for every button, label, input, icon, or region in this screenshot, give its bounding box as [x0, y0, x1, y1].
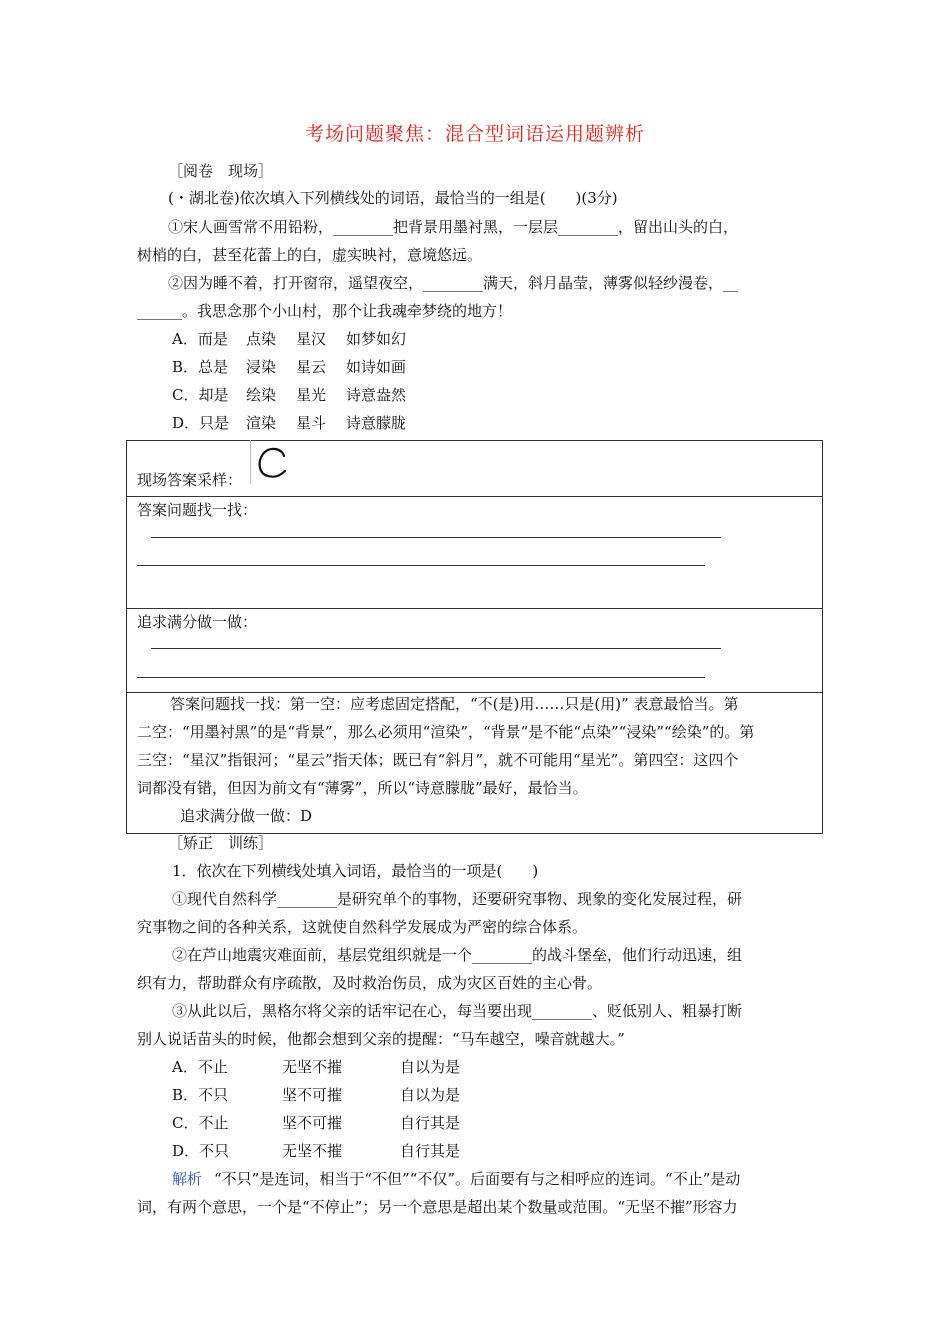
answer-blank-line[interactable] — [137, 565, 705, 566]
q1-passage-1-line-2: 究事物之间的各种关系，这就使自然科学发展成为严密的综合体系。 — [137, 918, 588, 936]
question-stem: (・湖北卷)依次填入下列横线处的词语，最恰当的一组是( )(3分) — [168, 189, 618, 207]
option-word: 渲染 — [246, 414, 277, 432]
option-word: 星光 — [296, 386, 327, 404]
option-word: 浸染 — [246, 358, 277, 376]
q1-passage-3-line-2: 别人说话苗头的时候，他都会想到父亲的提醒：“马车越空，噪音就越大。” — [137, 1030, 625, 1048]
option-label: B．不只 — [172, 1086, 229, 1104]
option-word: 无坚不摧 — [282, 1142, 343, 1160]
option-label: C．不止 — [172, 1114, 229, 1132]
full-marks-answer: 追求满分做一做：D — [180, 807, 313, 825]
question-1-stem: 1．依次在下列横线处填入词语，最恰当的一项是( ) — [172, 862, 539, 880]
table-divider — [126, 608, 823, 609]
q1-passage-2-line-1: ②在芦山地震灾难面前，基层党组织就是一个________的战斗堡垒，他们行动迅速，组 — [172, 946, 743, 964]
q1-passage-2-line-2: 织有力，帮助群众有序疏散，及时救治伤员，成为灾区百姓的主心骨。 — [137, 974, 603, 992]
analysis-text: “不只”是连词，相当于“不但”“不仅”。后面要有与之相呼应的连词。“不止”是动 — [214, 1170, 741, 1188]
analysis-line-2: 二空：“用墨衬黑”的是“背景”，那么必须用“渲染”，“背景”是不能“点染”“浸染”“绘染”的。第 — [137, 723, 755, 741]
analysis-line-3: 三空：“星汉”指银河；“星云”指天体；既已有“斜月”，就不可能用“星光”。第四空：这四个 — [137, 751, 739, 769]
q1-passage-1-line-1: ①现代自然科学________是研究单个的事物，还要研究事物、现象的变化发展过程，研 — [172, 890, 743, 908]
option-word: 星汉 — [296, 330, 327, 348]
option-word: 诗意盎然 — [346, 386, 407, 404]
q1-option-d — [172, 1141, 460, 1161]
answer-blank-line[interactable] — [151, 648, 721, 649]
option-word: 坚不可摧 — [282, 1086, 343, 1104]
answer-blank-line[interactable] — [137, 677, 705, 678]
option-word: 如诗如画 — [346, 358, 407, 376]
option-word: 诗意朦胧 — [346, 414, 407, 432]
section-heading-review: ［阅卷 现场］ — [168, 162, 274, 180]
passage-1-line-1: ①宋人画雪常不用铅粉，________把背景用墨衬黑，一层层________，留出山头的白， — [168, 218, 739, 236]
option-label: A．不止 — [172, 1058, 228, 1076]
analysis-line-4: 词都没有错，但因为前文有“薄雾”，所以“诗意朦胧”最好，最恰当。 — [137, 779, 588, 797]
find-problem-label: 答案问题找一找： — [137, 501, 258, 519]
q1-analysis-line-2: 词，有两个意思，一个是“不停止”；另一个意思是超出某个数量或范围。“无坚不摧”形容力 — [137, 1198, 738, 1216]
section-heading-training: ［矫正 训练］ — [168, 834, 274, 852]
option-word: 星云 — [296, 358, 327, 376]
handwritten-answer — [250, 440, 291, 484]
option-d — [172, 413, 406, 433]
page-title: 考场问题聚焦：混合型词语运用题辨析 — [304, 123, 645, 145]
option-word: 坚不可摧 — [282, 1114, 343, 1132]
passage-2-line-2: ______。我思念那个小山村，那个让我魂牵梦绕的地方！ — [137, 302, 513, 320]
option-word: 自以为是 — [400, 1058, 461, 1076]
q1-option-b — [172, 1085, 460, 1105]
option-label: C．却是 — [172, 386, 229, 404]
q1-option-c — [172, 1113, 460, 1133]
passage-1-line-2: 树梢的白，甚至花蕾上的白，虚实映衬，意境悠远。 — [137, 246, 483, 264]
table-divider — [126, 496, 823, 497]
analysis-tag: 解析 — [172, 1170, 203, 1188]
q1-option-a — [172, 1057, 460, 1077]
option-label: D．只是 — [172, 414, 230, 432]
table-divider — [126, 692, 823, 693]
analysis-line-1: 答案问题找一找：第一空：应考虑固定搭配，“不(是)用……只是(用)” 表意最恰当。第 — [170, 695, 739, 713]
option-word: 绘染 — [246, 386, 277, 404]
option-word: 星斗 — [296, 414, 327, 432]
full-marks-label: 追求满分做一做： — [137, 613, 258, 631]
option-label: D．不只 — [172, 1142, 230, 1160]
option-word: 如梦如幻 — [346, 330, 407, 348]
q1-passage-3-line-1: ③从此以后，黑格尔将父亲的话牢记在心，每当要出现________、贬低别人、粗暴打断 — [172, 1002, 743, 1020]
q1-analysis-line-1 — [172, 1169, 740, 1189]
sample-answer-label: 现场答案采样： — [137, 471, 243, 489]
option-word: 自行其是 — [400, 1142, 461, 1160]
passage-2-line-1: ②因为睡不着，打开窗帘，遥望夜空，________满天，斜月晶莹，薄雾似轻纱漫卷，__ — [168, 274, 739, 292]
option-b — [172, 357, 406, 377]
option-word: 自以为是 — [400, 1086, 461, 1104]
option-label: A．而是 — [172, 330, 228, 348]
option-label: B．总是 — [172, 358, 229, 376]
option-word: 点染 — [246, 330, 277, 348]
option-word: 无坚不摧 — [282, 1058, 343, 1076]
option-word: 自行其是 — [400, 1114, 461, 1132]
option-a — [172, 329, 406, 349]
option-c — [172, 385, 406, 405]
answer-blank-line[interactable] — [151, 537, 721, 538]
